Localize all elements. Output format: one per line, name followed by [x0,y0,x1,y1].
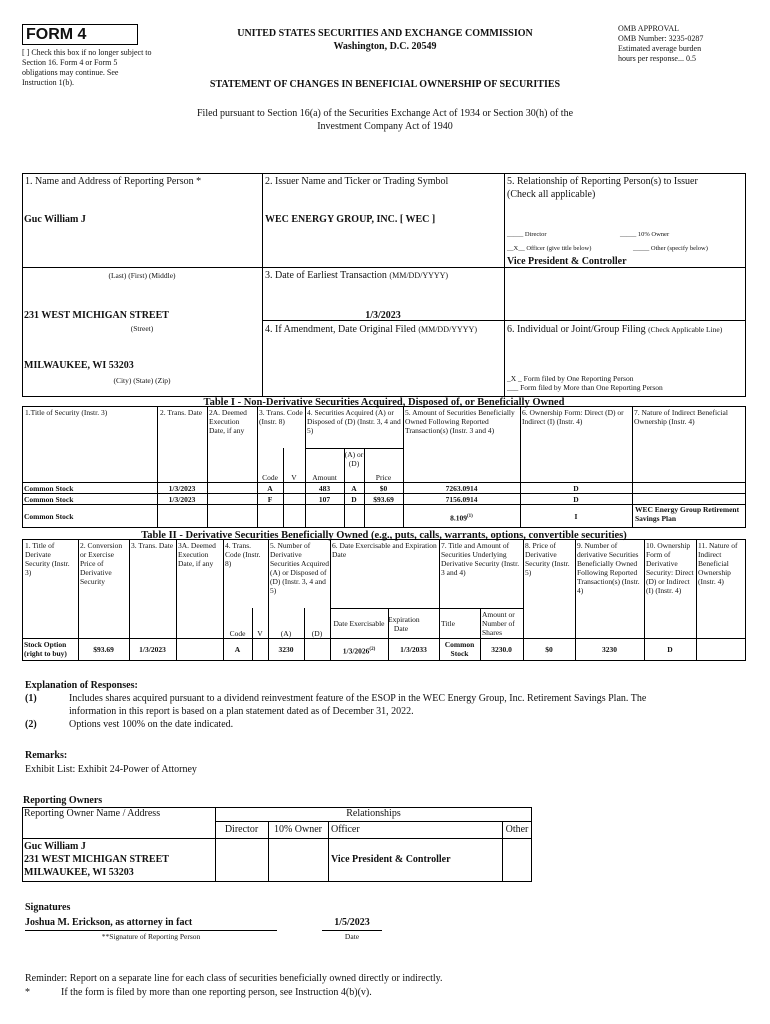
t1-h3: 3. Trans. Code (Instr. 8) [259,408,303,426]
omb-title: OMB APPROVAL [618,24,679,33]
t2-sub-title: Title [441,619,455,628]
t2-h6: 6. Date Exercisable and Expiration Date [332,541,437,559]
filed-pursuant-line1: Filed pursuant to Section 16(a) of the Securities Exchange Act of 1934 or Section 30(h) of the [196,108,574,119]
section3-label: 3. Date of Earliest Transaction (MM/DD/YYYY) [265,270,449,281]
t2-h8: 8. Price of Derivative Security (Instr. 5) [525,541,570,577]
t1-r2-price: $93.69 [373,495,394,504]
t1-r3-owned: 8.109$^{(1)}$ [450,513,473,523]
t1-r1-date: 1/3/2023 [168,484,196,493]
t1-r1-code: A [267,484,273,493]
t1-r2-date: 1/3/2023 [168,495,196,504]
explanation-heading: Explanation of Responses: [25,680,138,691]
owners-col-other: Other [505,824,529,835]
agency-location: Washington, D.C. 20549 [333,41,437,52]
section2-label: 2. Issuer Name and Ticker or Trading Symbol [265,176,449,187]
t2-r1-underlying-title: Common Stock [444,640,475,658]
footnote-1-line2: information in this report is based on a plan statement dated as of December 31, 2022. [69,706,414,717]
owners-col-name: Reporting Owner Name / Address [24,808,161,819]
t2-r1-form: D [667,645,673,654]
t1-h7: 7. Nature of Indirect Beneficial Ownership (Instr. 4) [634,408,728,426]
t2-h5: 5. Number of Derivative Securities Acquired (A) or Disposed of (D) (Instr. 3, 4 and 5) [270,541,329,595]
t1-h2: 2. Trans. Date [160,408,203,417]
section1-label: 1. Name and Address of Reporting Person * [25,176,202,187]
owner-name: Guc William J [24,841,86,852]
remarks-heading: Remarks: [25,750,68,761]
signatures-heading: Signatures [25,902,71,913]
t1-r2-title: Common Stock [24,495,74,504]
t1-r3-title: Common Stock [24,512,74,521]
t2-h10: 10. Ownership Form of Derivative Security: Direct (D) or Indirect (I) (Instr. 4) [646,541,694,595]
t2-sub-amount: Amount or Number of Shares [482,610,515,637]
t1-r2-code: F [267,495,273,504]
omb-number: OMB Number: 3235-0287 [618,34,704,43]
owner-street: 231 WEST MICHIGAN STREET [24,854,169,865]
footnote-star-text: If the form is filed by more than one reporting person, see Instruction 4(b)(v). [61,987,372,998]
statement-title: STATEMENT OF CHANGES IN BENEFICIAL OWNERSHIP OF SECURITIES [209,79,561,90]
footnote-star: * [25,987,30,998]
t2-h3a: 3A. Deemed Execution Date, if any [178,541,216,568]
t1-r2-amount: 107 [318,495,331,504]
t1-r2-owned: 7156.0914 [445,495,478,504]
owners-col-officer: Officer [331,824,360,835]
t2-r1-expiration: 1/3/2033 [400,645,427,654]
footnote-1-number: (1) [25,693,37,704]
signature-date: 1/5/2023 [334,917,370,928]
omb-burden: Estimated average burden [618,44,702,53]
t2-sub-code: Code [229,629,246,638]
city-caption: (City) (State) (Zip) [113,376,171,385]
date-caption: Date [344,932,360,941]
omb-box [618,24,758,64]
issuer-name: WEC ENERGY GROUP, INC. [ WEC ] [265,214,436,225]
t2-sub-exercisable: Date Exercisable [333,619,385,628]
t1-r1-aord: A [351,484,357,493]
t2-h9: 9. Number of derivative Securities Beneficially Owned Following Reported Transaction(s) (Instr. 4) [577,541,640,595]
t1-r1-owned: 7263.0914 [445,484,478,493]
section5-label2: (Check all applicable) [507,189,596,200]
t1-r1-price: $0 [379,484,388,493]
t1-sub-code: Code [262,473,278,482]
owners-col-director: Director [224,824,259,835]
t1-r2-aord: D [351,495,357,504]
t1-sub-v: V [291,473,297,482]
section4-label: 4. If Amendment, Date Original Filed (MM/DD/YYYY) [265,324,477,335]
form-title: FORM 4 [26,26,87,43]
agency-name: UNITED STATES SECURITIES AND EXCHANGE COMMISSION [237,28,533,39]
t2-sub-a: (A) [280,629,292,638]
owners-col-ten-pct: 10% Owner [273,824,323,835]
t2-r1-price: $93.69 [93,645,114,654]
remarks-text: Exhibit List: Exhibit 24-Power of Attorney [25,764,197,775]
table1-title: Table I - Non-Derivative Securities Acquired, Disposed of, or Beneficially Owned [203,397,565,408]
signer-name: Joshua M. Erickson, as attorney in fact [25,917,193,928]
t2-r1-date: 1/3/2023 [139,645,166,654]
filed-pursuant-line2: Investment Company Act of 1940 [317,121,453,132]
filing-multiple-persons[interactable]: ___ Form filed by More than One Reporting Person [507,383,663,392]
t2-r1-owned: 3230 [602,645,617,654]
t2-h1: 1. Title of Derivate Security (Instr. 3) [25,541,70,577]
t1-h2a: 2A. Deemed Execution Date, if any [209,408,247,435]
owner-city: MILWAUKEE, WI 53203 [24,867,134,878]
name-caption: (Last) (First) (Middle) [108,271,176,280]
t2-r1-a: 3230 [278,645,294,654]
t1-h4: 4. Securities Acquired (A) or Disposed of (D) (Instr. 3, 4 and 5) [307,408,401,435]
rel-ten-pct[interactable]: _____ 10% Owner [620,231,670,238]
owner-officer-title: Vice President & Controller [331,854,451,865]
t1-h1: 1.Title of Security (Instr. 3) [25,408,108,417]
rel-other[interactable]: _____ Other (specify below) [633,245,708,252]
t2-h2: 2. Conversion or Exercise Price of Derivative Security [80,541,123,586]
reporter-street: 231 WEST MICHIGAN STREET [24,310,169,321]
t2-h4: 4. Trans. Code (Instr. 8) [225,541,261,568]
t2-sub-v: V [257,629,263,638]
owners-heading: Reporting Owners [23,795,103,806]
filing-one-person[interactable]: _X _ Form filed by One Reporting Person [507,374,634,383]
t2-h7: 7. Title and Amount of Securities Underlying Derivative Security (Instr. 3 and 4) [441,541,520,577]
checkbox-note[interactable]: [ ] Check this box if no longer subject to Section 16. Form 4 or Form 5 obligations may continue. See Instruction 1(b). [22,48,152,87]
t2-r1-title: Stock Option (right to buy) [24,640,67,658]
signature-caption: **Signature of Reporting Person [101,932,201,941]
reminder-text: Reminder: Report on a separate line for each class of securities beneficially owned directly or indirectly. [25,973,443,984]
section5-label: 5. Relationship of Reporting Person(s) to Issuer [507,176,698,187]
rel-director[interactable]: _____ Director [507,231,547,238]
t2-r1-code: A [234,645,241,654]
t2-sub-d: (D) [311,629,323,638]
t1-h6: 6. Ownership Form: Direct (D) or Indirect (I) (Instr. 4) [522,408,624,426]
t2-sub-expiration: Expiration Date [388,615,420,633]
officer-title: Vice President & Controller [507,256,627,267]
t1-r3-form: I [574,512,578,521]
footnote-2-text: Options vest 100% on the date indicated. [69,719,234,730]
t2-r1-underlying-amount: 3230.0 [491,645,512,654]
reporter-city: MILWAUKEE, WI 53203 [24,360,134,371]
t1-sub-amount: Amount [312,473,337,482]
earliest-transaction-date: 1/3/2023 [365,310,401,321]
owners-col-relationships: Relationships [346,808,401,819]
t2-r1-exercisable: 1/3/2026$^{(2)}$ [342,646,376,656]
t1-r1-amount: 483 [318,484,331,493]
table2-title: Table II - Derivative Securities Beneficially Owned (e.g., puts, calls, warrants, options, convertible securities) [141,530,627,541]
t2-h3: 3. Trans. Date [131,541,174,550]
footnote-2-number: (2) [25,719,37,730]
t1-h5: 5. Amount of Securities Beneficially Owned Following Reported Transaction(s) (Instr. 3 and 4) [405,408,515,435]
section6-label: 6. Individual or Joint/Group Filing (Check Applicable Line) [507,324,723,335]
t1-r1-form: D [573,484,579,493]
omb-hours: hours per response... 0.5 [618,54,696,63]
t2-h11: 11. Nature of Indirect Beneficial Ownership (Instr. 4) [698,541,738,586]
reporter-name: Guc William J [24,214,86,225]
t1-sub-price: Price [375,473,392,482]
t1-sub-aord: (A) or (D) [344,450,364,468]
rel-officer[interactable]: __X__ Officer (give title below) [507,245,592,252]
street-caption: (Street) [130,324,154,333]
t1-r2-form: D [573,495,579,504]
t1-r1-title: Common Stock [24,484,74,493]
footnote-1-line1: Includes shares acquired pursuant to a dividend reinvestment feature of the ESOP in the WEC Energy Group, Inc. Retirement Savings Plan. The [69,693,647,704]
t1-r3-nature: WEC Energy Group Retirement Savings Plan [635,505,740,523]
t2-r1-deriv-price: $0 [545,645,553,654]
